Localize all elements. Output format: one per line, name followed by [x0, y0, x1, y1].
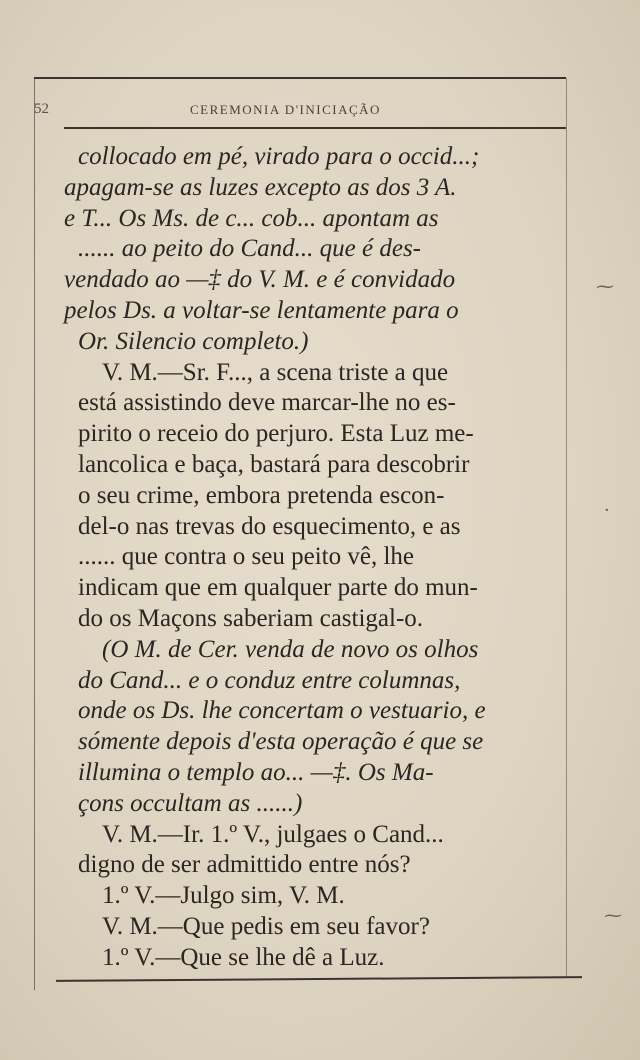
text-line: collocado em pé, virado para o occid...;	[78, 143, 480, 170]
running-title: CEREMONIA D'INICIAÇÃO	[190, 102, 381, 117]
text-line: (O M. de Cer. venda de novo os olhos	[102, 635, 479, 663]
right-frame-line	[566, 78, 567, 978]
margin-speck: ·	[604, 500, 610, 521]
text-line: 1.º V.—Que se lhe dê a Luz.	[102, 943, 385, 971]
text-line: V. M.—Ir. 1.º V., julgaes o Cand...	[102, 820, 444, 848]
text-line: do Cand... e o conduz entre columnas,	[78, 666, 461, 694]
bottom-frame-line	[56, 976, 582, 982]
text-line: çons occultam as ......)	[78, 789, 303, 817]
text-line: illumina o templo ao... —‡. Os Ma-	[78, 758, 434, 786]
text-line: digno de ser admittido entre nós?	[78, 851, 411, 879]
body-text	[64, 142, 564, 974]
text-line: do os Maçons saberiam castigal-o.	[78, 604, 424, 632]
text-line: está assistindo deve marcar-lhe no es-	[78, 389, 456, 417]
page-header	[0, 101, 640, 125]
header-rule	[64, 127, 566, 129]
text-line: Or. Silencio completo.)	[78, 327, 309, 355]
text-line: del-o nas trevas do esquecimento, e as	[78, 512, 461, 540]
top-frame-line	[34, 77, 566, 79]
text-line: ...... ao peito do Cand... que é des-	[78, 235, 422, 263]
text-line: onde os Ds. lhe concertam o vestuario, e	[78, 697, 486, 725]
text-line: 1.º V.—Julgo sim, V. M.	[102, 882, 345, 910]
text-line: indicam que em qualquer parte do mun-	[78, 574, 478, 602]
text-line: apagam-se as luzes excepto as dos 3 A.	[64, 173, 457, 201]
text-line: ...... que contra o seu peito vê, lhe	[78, 543, 415, 571]
text-line: pirito o receio do perjuro. Esta Luz me-	[78, 420, 474, 448]
left-frame-line	[34, 78, 35, 990]
text-line: pelos Ds. a voltar-se lentamente para o	[64, 296, 459, 324]
text-line: lancolica e baça, bastará para descobrir	[78, 450, 470, 478]
margin-speck: ⁓	[596, 276, 614, 297]
text-line: V. M.—Que pedis em seu favor?	[102, 912, 430, 940]
margin-speck: ⁓	[604, 905, 622, 926]
text-line: sómente depois d'esta operação é que se	[78, 728, 484, 756]
text-line: vendado ao —‡ do V. M. e é convidado	[64, 266, 456, 294]
text-line: e T... Os Ms. de c... cob... apontam as	[64, 204, 439, 232]
page-number: 52	[34, 101, 49, 117]
text-line: o seu crime, embora pretenda escon-	[78, 481, 445, 509]
text-line: V. M.—Sr. F..., a scena triste a que	[102, 358, 449, 386]
